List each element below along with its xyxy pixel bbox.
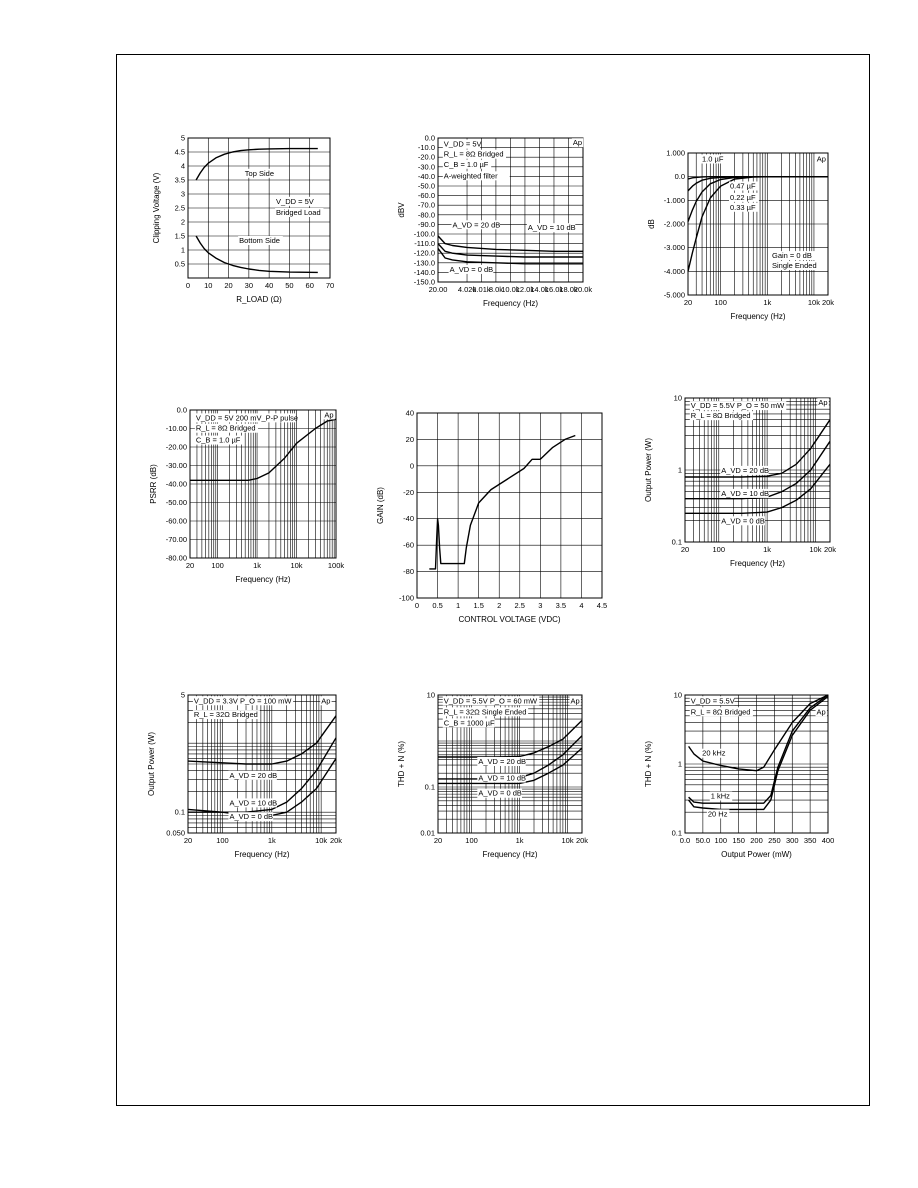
- y-tick-label: -80.0: [417, 210, 435, 220]
- x-tick-label: 1k: [253, 561, 262, 570]
- y-tick-label: 0.0: [674, 172, 685, 182]
- output-power-5v-chart: [640, 390, 840, 585]
- y-axis-label: PSRR (dB): [149, 464, 158, 504]
- x-axis-label: Frequency (Hz): [482, 299, 539, 308]
- c1-svg: [150, 130, 350, 320]
- x-tick-label: 1k: [515, 836, 524, 845]
- y-tick-label: -4.000: [663, 266, 685, 276]
- annotation-label: Ap: [816, 154, 826, 164]
- thd-vs-frequency-chart: [390, 685, 595, 880]
- x-axis-label: Frequency (Hz): [234, 850, 290, 859]
- x-tick-label: 10k: [809, 545, 822, 554]
- x-tick-label: 3.5: [555, 601, 567, 610]
- x-tick-label: 350: [803, 836, 817, 845]
- x-tick-label: 12.0k: [515, 285, 535, 294]
- y-tick-label: 0.050: [166, 828, 185, 838]
- y-tick-label: -10.0: [417, 143, 435, 153]
- annotation-label: A_VD = 20 dB: [721, 465, 769, 475]
- y-tick-label: -40.00: [165, 479, 187, 489]
- y-tick-label: -60: [403, 540, 414, 550]
- x-tick-label: 20: [433, 836, 443, 845]
- x-tick-label: 0.5: [432, 601, 443, 610]
- x-tick-label: 4: [579, 601, 584, 610]
- annotation-label: Gain = 0 dB: [772, 251, 812, 261]
- y-axis-label: THD + N (%): [397, 741, 406, 787]
- x-tick-label: 6.01k: [472, 285, 491, 294]
- x-tick-label: 18.0k: [559, 285, 578, 294]
- x-tick-label: 20: [183, 836, 193, 845]
- x-tick-label: 100: [712, 545, 726, 554]
- annotation-label: V_DD = 5.5V: [690, 696, 735, 706]
- annotation-label: A_VD = 20 dB: [229, 770, 278, 780]
- y-tick-label: 20: [405, 434, 414, 444]
- c7-svg: [140, 685, 350, 880]
- y-tick-label: -20: [403, 487, 414, 497]
- y-tick-label: 0.1: [671, 828, 682, 838]
- plot-frame: [417, 413, 602, 598]
- annotation-label: 1 kHz: [710, 791, 730, 801]
- c5-svg: [372, 405, 622, 635]
- x-axis-label: CONTROL VOLTAGE (VDC): [458, 615, 561, 624]
- x-tick-label: 20.00: [428, 285, 448, 294]
- annotation-label: V_DD = 5.5V P_O = 60 mW: [443, 696, 538, 706]
- x-tick-label: 20k: [329, 836, 343, 845]
- annotation-label: A_VD = 0 dB: [478, 788, 522, 798]
- annotation-label: R_L = 8Ω Bridged: [195, 423, 256, 433]
- annotation-label: 1.0 µF: [702, 154, 724, 164]
- y-axis-label: GAIN (dB): [376, 487, 385, 524]
- y-tick-label: 1: [677, 465, 682, 475]
- x-tick-label: 8.0k: [488, 285, 504, 294]
- clipping-voltage-chart: [150, 130, 350, 320]
- annotation-label: Ap: [570, 696, 580, 706]
- y-tick-label: -70.0: [417, 200, 435, 210]
- y-tick-label: 3.5: [174, 175, 185, 185]
- y-tick-label: 1.000: [666, 148, 685, 158]
- y-tick-label: -1.000: [663, 195, 685, 205]
- y-tick-label: -60.00: [165, 516, 187, 526]
- x-tick-label: 20k: [821, 298, 835, 307]
- x-axis-label: R_LOAD (Ω): [236, 295, 282, 304]
- annotation-label: 0.47 µF: [730, 181, 756, 191]
- y-axis-label: Clipping Voltage (V): [152, 172, 161, 244]
- x-axis-label: Frequency (Hz): [730, 312, 786, 321]
- annotation-label: V_DD = 5V: [276, 196, 314, 206]
- x-tick-label: 2: [497, 601, 502, 610]
- y-tick-label: 2.5: [174, 203, 185, 213]
- x-tick-label: 0: [414, 601, 420, 610]
- grid: [417, 413, 602, 598]
- annotation-label: Top Side: [244, 168, 274, 178]
- x-tick-label: 4.02k: [457, 285, 477, 294]
- annotation-label: Single Ended: [772, 261, 817, 271]
- x-tick-label: 1.5: [473, 601, 484, 610]
- y-axis-label: Output Power (W): [147, 731, 156, 797]
- y-tick-label: -10.00: [165, 424, 187, 433]
- y-tick-label: 0.1: [424, 782, 435, 792]
- annotation-label: C_B = 1.0 µF: [195, 435, 241, 445]
- annotation-label: Ap: [572, 138, 583, 148]
- x-tick-label: 70: [325, 281, 335, 290]
- y-tick-label: -5.000: [663, 290, 685, 300]
- y-tick-label: 1: [677, 759, 682, 769]
- y-tick-label: -20.0: [417, 152, 435, 162]
- annotation-label: A_VD = 20 dB: [452, 220, 501, 230]
- annotation-label: R_L = 8Ω Bridged: [443, 149, 504, 159]
- x-tick-label: 100k: [327, 561, 345, 570]
- y-tick-label: 0.1: [671, 537, 682, 547]
- annotation-label: A_VD = 10 dB: [721, 488, 769, 498]
- annotation-label: Bridged Load: [276, 208, 321, 217]
- x-tick-label: 20: [683, 298, 693, 307]
- x-tick-label: 1k: [267, 836, 276, 845]
- x-tick-label: 20: [224, 281, 233, 290]
- y-tick-label: 0: [409, 461, 414, 471]
- c3-svg: [640, 145, 840, 335]
- x-tick-label: 150: [732, 836, 745, 845]
- y-tick-label: -110.0: [414, 239, 435, 249]
- y-tick-label: 0.5: [174, 259, 185, 269]
- x-tick-label: 200: [750, 836, 763, 845]
- annotation-label: Ap: [324, 410, 334, 420]
- c6-svg: [640, 390, 840, 585]
- x-tick-label: 30: [244, 281, 254, 290]
- y-tick-label: -2.000: [663, 219, 685, 229]
- x-tick-label: 20.0k: [573, 285, 593, 294]
- y-tick-label: 4: [180, 161, 185, 171]
- y-tick-label: -40: [403, 514, 414, 524]
- y-tick-label: -60.0: [417, 191, 435, 201]
- noise-floor-chart: [388, 130, 598, 330]
- annotation-label: R_L = 32Ω Single Ended: [443, 707, 527, 717]
- annotation-label: 0.33 µF: [730, 202, 756, 212]
- annotation-label: A_VD = 10 dB: [527, 223, 576, 233]
- annotation-label: A_VD = 10 dB: [478, 773, 527, 783]
- x-tick-label: 2.5: [514, 601, 525, 610]
- annotation-label: Ap: [816, 707, 826, 717]
- x-tick-label: 40: [264, 281, 274, 290]
- annotation-label: R_L = 32Ω Bridged: [193, 710, 258, 720]
- x-axis-label: Frequency (Hz): [235, 575, 291, 584]
- annotation-label: V_DD = 3.3V P_O = 100 mW: [193, 696, 292, 706]
- annotation-label: A_VD = 20 dB: [478, 757, 527, 766]
- x-tick-label: 100: [714, 836, 728, 845]
- annotation-label: Ap: [818, 398, 828, 408]
- y-tick-label: 2: [180, 217, 185, 227]
- y-tick-label: -90.0: [417, 219, 435, 229]
- x-tick-label: 20k: [575, 836, 589, 845]
- annotation-label: Ap: [321, 696, 331, 706]
- y-axis-label: Output Power (W): [644, 437, 653, 503]
- y-tick-label: 10: [673, 393, 682, 403]
- y-tick-label: 0.1: [174, 807, 185, 817]
- y-tick-label: 0.0: [176, 405, 187, 415]
- output-power-3v3-chart: [140, 685, 350, 880]
- x-tick-label: 20k: [823, 545, 837, 554]
- y-tick-label: -80: [403, 567, 414, 577]
- x-tick-label: 100: [216, 836, 229, 845]
- annotation-label: A-weighted filter: [443, 171, 498, 181]
- x-tick-label: 20: [680, 545, 690, 554]
- series-line: [429, 436, 575, 569]
- x-axis-label: Output Power (mW): [721, 850, 792, 859]
- annotation-label: Bottom Side: [239, 236, 280, 245]
- psrr-chart: [140, 400, 350, 600]
- x-tick-label: 100: [714, 298, 727, 307]
- x-tick-label: 1k: [763, 545, 772, 554]
- x-tick-label: 100: [211, 561, 224, 570]
- annotation-label: 20 Hz: [707, 809, 728, 819]
- x-tick-label: 16.0k: [544, 285, 564, 294]
- x-tick-label: 10k: [315, 836, 328, 845]
- annotation-label: C_B = 1.0 µF: [443, 159, 489, 169]
- x-tick-label: 1: [456, 601, 461, 610]
- x-tick-label: 10k: [807, 298, 820, 307]
- y-tick-label: -50.00: [165, 498, 187, 507]
- y-axis-label: THD + N (%): [644, 741, 653, 787]
- y-tick-label: -140.0: [413, 267, 435, 277]
- x-tick-label: 1k: [763, 298, 772, 307]
- y-tick-label: 1: [180, 245, 185, 255]
- x-tick-label: 10k: [561, 836, 574, 845]
- y-tick-label: 5: [180, 690, 185, 700]
- thd-vs-output-power-chart: [640, 685, 840, 890]
- y-tick-label: -20.00: [165, 442, 187, 452]
- y-tick-label: 5: [180, 133, 185, 143]
- x-axis-label: Frequency (Hz): [482, 850, 538, 859]
- x-tick-label: 4.5: [596, 601, 608, 610]
- y-tick-label: -30.0: [417, 162, 435, 172]
- grid: [688, 153, 828, 295]
- c9-svg: [640, 685, 840, 890]
- y-tick-label: 0.0: [424, 133, 435, 143]
- y-axis-label: dB: [647, 219, 656, 229]
- annotation-label: A_VD = 10 dB: [229, 798, 278, 808]
- x-tick-label: 300: [785, 836, 799, 845]
- x-tick-label: 250: [768, 836, 781, 845]
- c2-svg: [388, 130, 598, 330]
- annotation-label: V_DD = 5.5V P_O = 50 mW: [690, 401, 785, 411]
- annotation-label: A_VD = 0 dB: [721, 516, 765, 526]
- c4-svg: [140, 400, 350, 600]
- y-tick-label: -150.0: [413, 277, 435, 287]
- y-tick-label: -120.0: [413, 248, 435, 258]
- y-tick-label: 40: [405, 408, 414, 418]
- x-tick-label: 10.0k: [501, 285, 520, 294]
- y-tick-label: -100.0: [413, 229, 435, 239]
- y-tick-label: -70.00: [165, 535, 187, 544]
- x-tick-label: 100: [465, 836, 478, 845]
- y-tick-label: 4.5: [174, 147, 185, 157]
- y-tick-label: 3: [180, 189, 185, 199]
- annotation-label: 0.22 µF: [730, 192, 756, 202]
- y-tick-label: -80.00: [165, 553, 187, 563]
- y-tick-label: -130.0: [413, 258, 435, 268]
- x-tick-label: 400: [821, 836, 835, 845]
- gain-vs-control-voltage-chart: [372, 405, 622, 635]
- annotation-label: 20 kHz: [702, 748, 726, 758]
- annotation-label: R_L = 8Ω Bridged: [690, 707, 751, 717]
- x-axis-label: Frequency (Hz): [729, 559, 786, 568]
- x-tick-label: 60: [305, 281, 314, 290]
- y-tick-label: 0.01: [420, 828, 435, 838]
- annotation-label: A_VD = 0 dB: [449, 264, 494, 274]
- annotation-label: V_DD = 5V: [443, 139, 482, 149]
- y-tick-label: -40.0: [417, 171, 435, 181]
- annotation-label: A_VD = 0 dB: [229, 812, 274, 822]
- y-tick-label: -100: [398, 593, 414, 603]
- x-tick-label: 50.0: [695, 836, 711, 845]
- y-tick-label: -30.00: [165, 461, 187, 470]
- x-tick-label: 3: [538, 601, 543, 610]
- x-tick-label: 10: [204, 281, 213, 290]
- annotation-label: V_DD = 5V 200 mV_P-P pulse: [195, 413, 299, 423]
- x-tick-label: 14.0k: [530, 285, 549, 294]
- annotation-label: C_B = 1000 µF: [443, 718, 495, 728]
- x-tick-label: 50: [285, 281, 294, 290]
- y-axis-label: dBV: [397, 202, 406, 218]
- x-tick-label: 20: [185, 561, 195, 570]
- x-tick-label: 10k: [290, 561, 303, 570]
- y-tick-label: 10: [673, 690, 682, 700]
- c8-svg: [390, 685, 595, 880]
- y-tick-label: -50.0: [417, 181, 435, 191]
- annotation-label: R_L = 8Ω Bridged: [690, 411, 751, 421]
- x-tick-label: 0.0: [679, 836, 691, 845]
- x-tick-label: 0: [185, 281, 191, 290]
- y-tick-label: 10: [426, 690, 435, 700]
- y-tick-label: 1.5: [174, 231, 185, 241]
- frequency-response-chart: [640, 145, 840, 335]
- y-tick-label: -3.000: [663, 243, 685, 253]
